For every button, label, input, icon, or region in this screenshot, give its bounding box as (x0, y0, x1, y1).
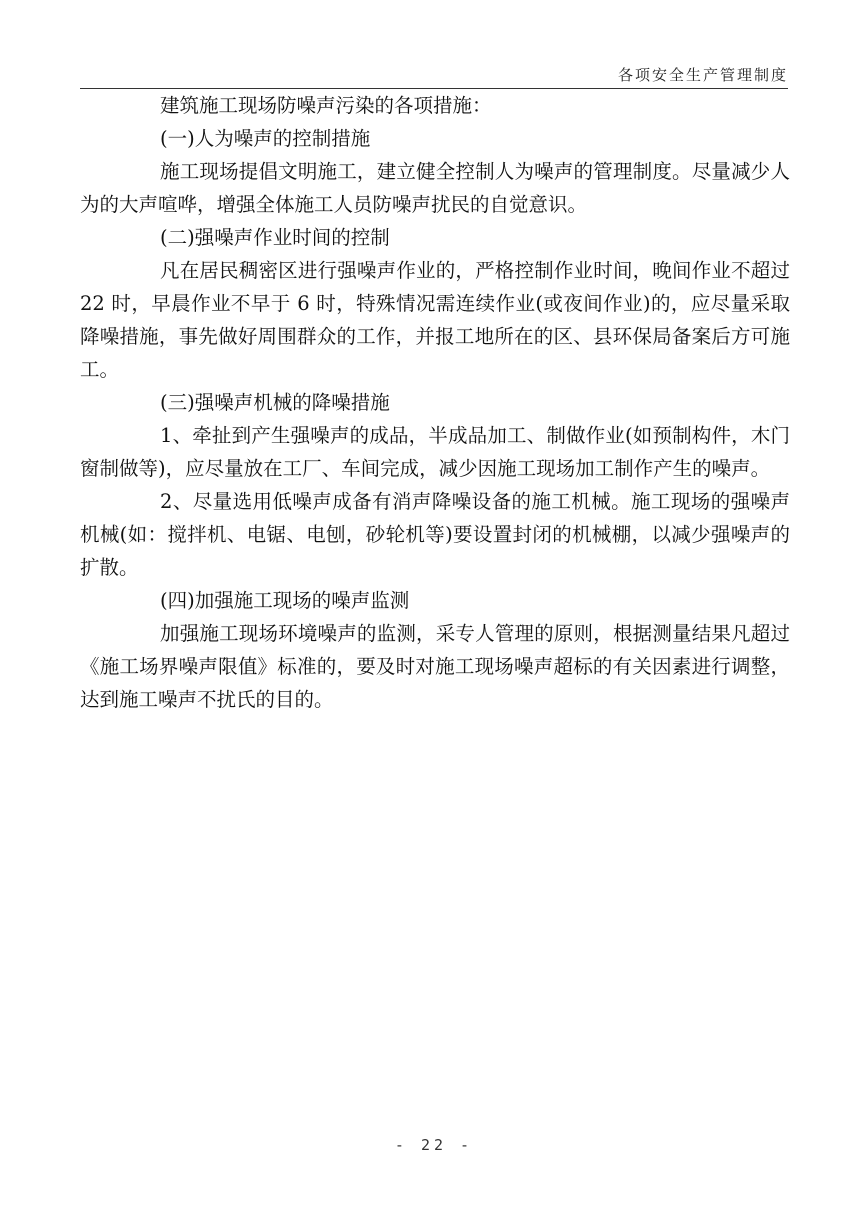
body-paragraph: 1、牵扯到产生强噪声的成品，半成品加工、制做作业(如预制构件，木门窗制做等)，应尽量放在工厂、车间完成，减少因施工现场加工制作产生的噪声。 (80, 424, 790, 480)
section-heading-2: (二)强噪声作业时间的控制 (160, 226, 390, 249)
body-paragraph: 凡在居民稠密区进行强噪声作业的，严格控制作业时间，晚间作业不超过 22 时，早晨作业不早于 6 时，特殊情况需连续作业(或夜间作业)的，应尽量采取降噪措施，事先做好周围群众的工作，并报工地所在的区、县环保局备案后方可施工。 (80, 259, 790, 381)
body-paragraph: 加强施工现场环境噪声的监测，采专人管理的原则，根据测量结果凡超过《施工场界噪声限值》标准的，要及时对施工现场噪声超标的有关因素进行调整，达到施工噪声不扰氏的目的。 (80, 622, 790, 711)
document-body (80, 89, 790, 716)
header-title: 各项安全生产管理制度 (617, 66, 788, 84)
page-number: - 22 - (394, 1136, 474, 1154)
body-paragraph: 2、尽量选用低噪声成备有消声降噪设备的施工机械。施工现场的强噪声机械(如：搅拌机、电锯、电刨，砂轮机等)要设置封闭的机械棚，以减少强噪声的扩散。 (80, 490, 790, 579)
section-heading-4: (四)加强施工现场的噪声监测 (160, 589, 410, 612)
section-heading-3: (三)强噪声机械的降噪措施 (160, 391, 390, 414)
page-header (80, 62, 788, 89)
intro-paragraph: 建筑施工现场防噪声污染的各项措施： (160, 94, 492, 117)
section-heading-1: (一)人为噪声的控制措施 (160, 127, 371, 150)
body-paragraph: 施工现场提倡文明施工，建立健全控制人为噪声的管理制度。尽量减少人为的大声喧哗，增强全体施工人员防噪声扰民的自觉意识。 (80, 160, 790, 216)
